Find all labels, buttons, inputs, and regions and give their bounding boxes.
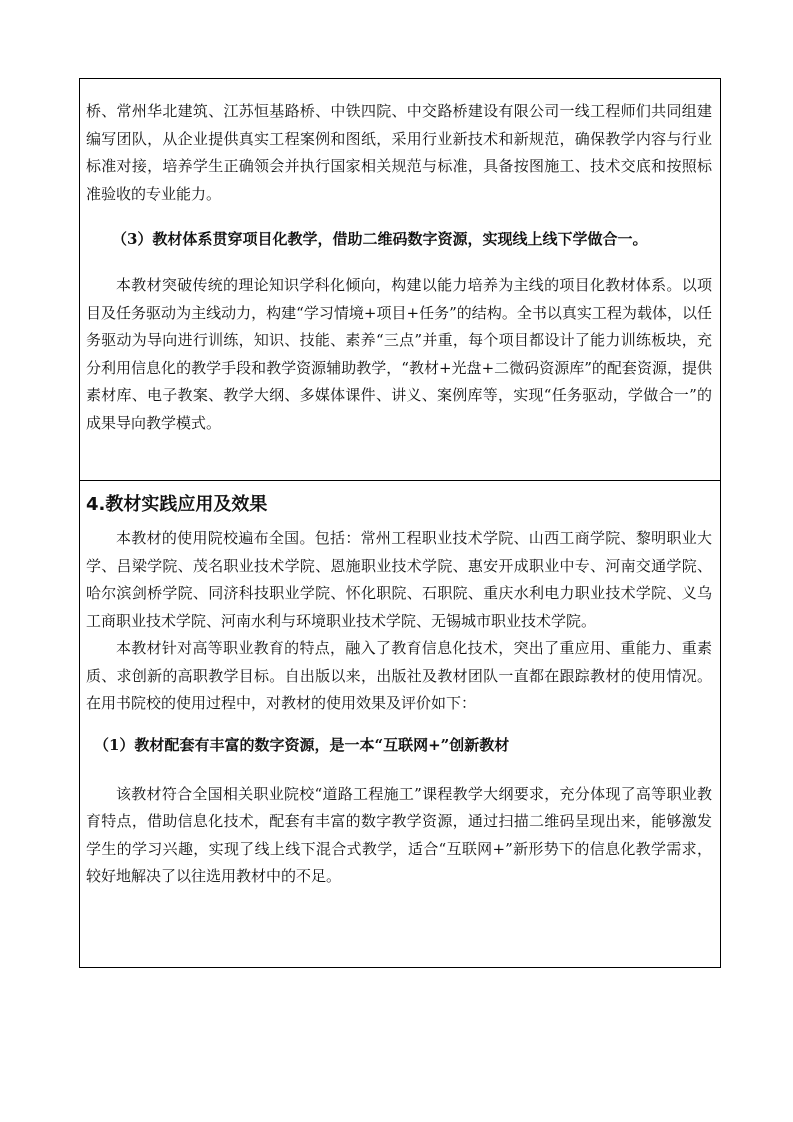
paragraph-teaching-goals: 本教材针对高等职业教育的特点，融入了教育信息化技术，突出了重应用、重能力、重素质、求创新的高职教学目标。自出版以来，出版社及教材团队一直都在跟踪教材的使用情况。在用书院校的使用过程中，对教材的使用效果及评价如下：: [86, 639, 712, 712]
paragraph-project-system: 本教材突破传统的理论知识学科化倾向，构建以能力培养为主线的项目化教材体系。以项目及任务驱动为主线动力，构建“学习情境+项目+任务”的结构。全书以真实工程为载体，以任务驱动为导向进行训练，知识、技能、素养“三点”并重，每个项目都设计了能力训练板块，充分利用信息化的教学手段和教学资源辅助教学，“教材+光盘+二微码资源库”的配套资源，提供素材库、电子教案、教学大纲、多媒体课件、讲义、案例库等，实现“任务驱动，学做合一”的成果导向教学模式。: [86, 276, 712, 432]
paragraph-adopting-schools: 本教材的使用院校遍布全国。包括：常州工程职业技术学院、山西工商学院、黎明职业大学、吕梁学院、茂名职业技术学院、恩施职业技术学院、惠安开成职业中专、河南交通学院、哈尔滨剑桥学院、同济科技职业学院、怀化职院、石职院、重庆水利电力职业技术学院、义乌工商职业技术学院、河南水利与环境职业技术学院、无锡城市职业技术学院。: [86, 529, 712, 630]
paragraph-engineering-team: 桥、常州华北建筑、江苏恒基路桥、中铁四院、中交路桥建设有限公司一线工程师们共同组建编写团队，从企业提供真实工程案例和图纸，采用行业新技术和新规范，确保教学内容与行业标准对接，培养学生正确领会并执行国家相关规范与标准，具备按图施工、技术交底和按照标准验收的专业能力。: [86, 102, 712, 203]
subheading-digital-resources: （1）教材配套有丰富的数字资源，是一本“互联网+”创新教材: [94, 735, 510, 754]
section-heading: 4.教材实践应用及效果: [86, 494, 268, 515]
table-cell-textbook-features: [80, 79, 720, 481]
subheading-project-teaching: （3）教材体系贯穿项目化教学，借助二维码数字资源，实现线上线下学做合一。: [112, 230, 648, 248]
paragraph-curriculum-fit: 该教材符合全国相关职业院校“道路工程施工”课程教学大纲要求，充分体现了高等职业教育特点，借助信息化技术，配套有丰富的数字教学资源，通过扫描二维码呈现出来，能够激发学生的学习兴趣，实现了线上线下混合式教学，适合“互联网+”新形势下的信息化教学需求，较好地解决了以往选用教材中的不足。: [86, 784, 712, 885]
table-cell-practice-application: [80, 481, 720, 968]
content-table: [79, 78, 721, 968]
